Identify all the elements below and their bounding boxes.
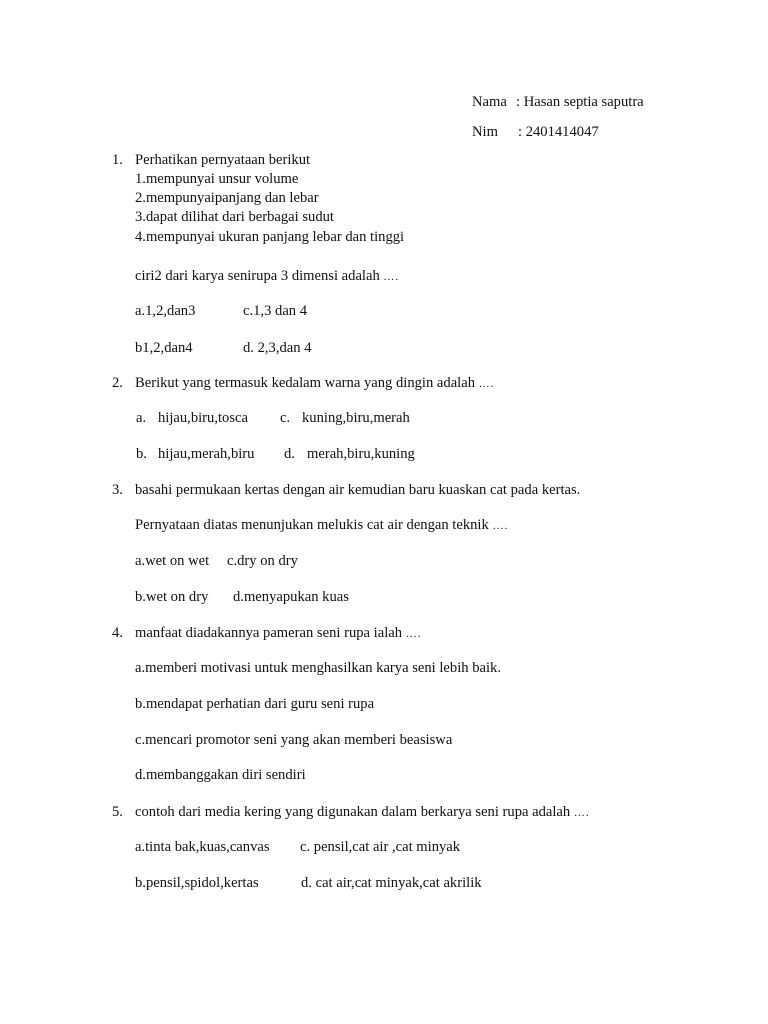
question-4-number: 4. bbox=[112, 625, 123, 641]
question-2-option-d-letter: d. bbox=[284, 446, 295, 462]
question-3-stem: basahi permukaan kertas dengan air kemudian baru kuaskan cat pada kertas. bbox=[135, 482, 581, 498]
question-5-number: 5. bbox=[112, 804, 123, 820]
question-2-option-b-letter: b. bbox=[136, 446, 147, 462]
question-2-option-d: merah,biru,kuning bbox=[307, 446, 415, 462]
question-1-option-b: b1,2,dan4 bbox=[135, 340, 193, 356]
question-5-option-b: b.pensil,spidol,kertas bbox=[135, 875, 259, 891]
nim-label: Nim bbox=[472, 124, 498, 140]
nama-label: Nama bbox=[472, 94, 507, 110]
nama-value: : Hasan septia saputra bbox=[516, 94, 644, 110]
question-3-option-b: b.wet on dry bbox=[135, 589, 209, 605]
question-3-number: 3. bbox=[112, 482, 123, 498]
question-2-option-a: hijau,biru,tosca bbox=[158, 410, 248, 426]
question-4-option-b: b.mendapat perhatian dari guru seni rupa bbox=[135, 696, 375, 712]
question-3-option-c: c.dry on dry bbox=[227, 553, 298, 569]
question-3-option-d: d.menyapukan kuas bbox=[233, 589, 349, 605]
question-1-statement-1: 1.mempunyai unsur volume bbox=[135, 171, 299, 187]
question-1-prompt: ciri2 dari karya senirupa 3 dimensi adalah …. bbox=[135, 268, 400, 284]
question-2-option-c-letter: c. bbox=[280, 410, 291, 426]
question-1-option-c: c.1,3 dan 4 bbox=[243, 303, 308, 319]
question-1-option-d: d. 2,3,dan 4 bbox=[243, 340, 312, 356]
question-2-number: 2. bbox=[112, 375, 123, 391]
question-1-statement-4: 4.mempunyai ukuran panjang lebar dan tinggi bbox=[135, 229, 405, 245]
question-5-option-c: c. pensil,cat air ,cat minyak bbox=[300, 839, 461, 855]
question-2-option-c: kuning,biru,merah bbox=[302, 410, 410, 426]
question-1-statement-3: 3.dapat dilihat dari berbagai sudut bbox=[135, 209, 334, 225]
question-4-option-c: c.mencari promotor seni yang akan memberi beasiswa bbox=[135, 732, 453, 748]
question-4-option-d: d.membanggakan diri sendiri bbox=[135, 767, 306, 783]
question-2-option-b: hijau,merah,biru bbox=[158, 446, 255, 462]
question-5-option-d: d. cat air,cat minyak,cat akrilik bbox=[301, 875, 482, 891]
question-4-option-a: a.memberi motivasi untuk menghasilkan karya seni lebih baik. bbox=[135, 660, 501, 676]
question-5-option-a: a.tinta bak,kuas,canvas bbox=[135, 839, 270, 855]
question-5-stem: contoh dari media kering yang digunakan dalam berkarya seni rupa adalah …. bbox=[135, 804, 590, 820]
question-2-option-a-letter: a. bbox=[136, 410, 147, 426]
question-1-stem: Perhatikan pernyataan berikut bbox=[135, 152, 311, 168]
question-2-stem: Berikut yang termasuk kedalam warna yang dingin adalah …. bbox=[135, 375, 495, 391]
question-1-option-a: a.1,2,dan3 bbox=[135, 303, 196, 319]
nim-value: : 2401414047 bbox=[518, 124, 599, 140]
question-1-number: 1. bbox=[112, 152, 123, 168]
question-3-prompt: Pernyataan diatas menunjukan melukis cat air dengan teknik …. bbox=[135, 517, 509, 533]
question-3-option-a: a.wet on wet bbox=[135, 553, 210, 569]
question-1-statement-2: 2.mempunyaipanjang dan lebar bbox=[135, 190, 319, 206]
question-4-stem: manfaat diadakannya pameran seni rupa ialah …. bbox=[135, 625, 422, 641]
